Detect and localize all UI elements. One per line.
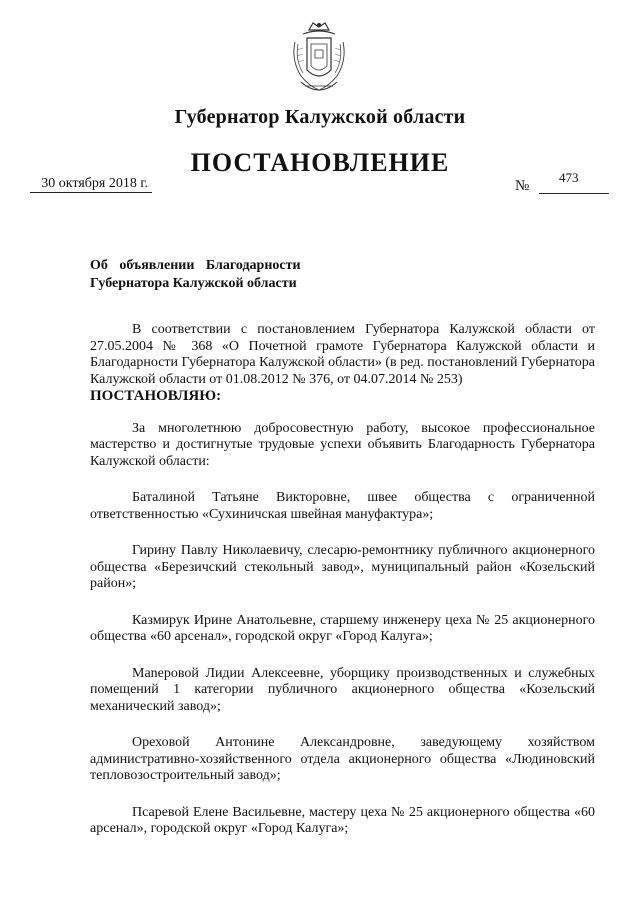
document-type: ПОСТАНОВЛЕНИЕ [190, 148, 450, 177]
issuing-authority: Губернатор Калужской области [174, 106, 466, 128]
intro-paragraph: За многолетнюю добросовестную работу, высокое профессиональное мастерство и достигнутые трудовые успехи объявить Благодарность Губернатора Калужской области: [90, 420, 595, 469]
awardee-paragraph: Маneровой Лидии Алексеевне, уборщику производственных и служебных помещений 1 категории публичного акционерного общества «Козельский механический завод»; [90, 665, 595, 714]
number-sign: № [515, 178, 530, 194]
document-date: 30 октября 2018 г. [30, 176, 152, 193]
awardee-paragraph: Псаревой Елене Васильевне, мастеру цеха № 25 акционерного общества «60 арсенал», городской округ «Город Калуга»; [90, 804, 595, 836]
decree-word: ПОСТАНОВЛЯЮ: [90, 388, 222, 404]
subject-line-1: Об объявлении Благодарности [90, 258, 301, 273]
kaluga-coat-of-arms-icon [287, 20, 351, 100]
preamble-paragraph: В соответствии с постановлением Губернатора Калужской области от 27.05.2004 № 368 «О Почетной грамоте Губернатора Калужской области и Благодарности Губернатора Калужской области» (в ред. постановлений Губернатора Калужской области от 01.08.2012 № 376, от 04.07.2014 № 253) [90, 322, 595, 387]
awardee-paragraph: Казмирук Ирине Анатольевне, старшему инженеру цеха № 25 акционерного общества «60 арсенал», городской округ «Город Калуга»; [90, 612, 595, 644]
awardee-paragraph: Гирину Павлу Николаевичу, слесарю-ремонтнику публичного акционерного общества «Березичский стекольный завод», муниципальный район «Козельский район»; [90, 543, 595, 591]
document-number-block [515, 170, 610, 196]
awardee-paragraph: Баталиной Татьяне Викторовне, швее общества с ограниченной ответственностью «Сухиничская швейная мануфактура»; [90, 490, 595, 522]
document-body [90, 322, 595, 838]
subject-line-2: Губернатора Калужской области [90, 276, 297, 291]
awardee-paragraph: Ореховой Антонине Александровне, заведующему хозяйством административно-хозяйственного отдела акционерного общества «Людиновский тепловозостроительный завод»; [90, 735, 595, 783]
document-number: 473 [559, 170, 579, 185]
document-subject [90, 257, 320, 293]
number-underline [539, 193, 609, 194]
